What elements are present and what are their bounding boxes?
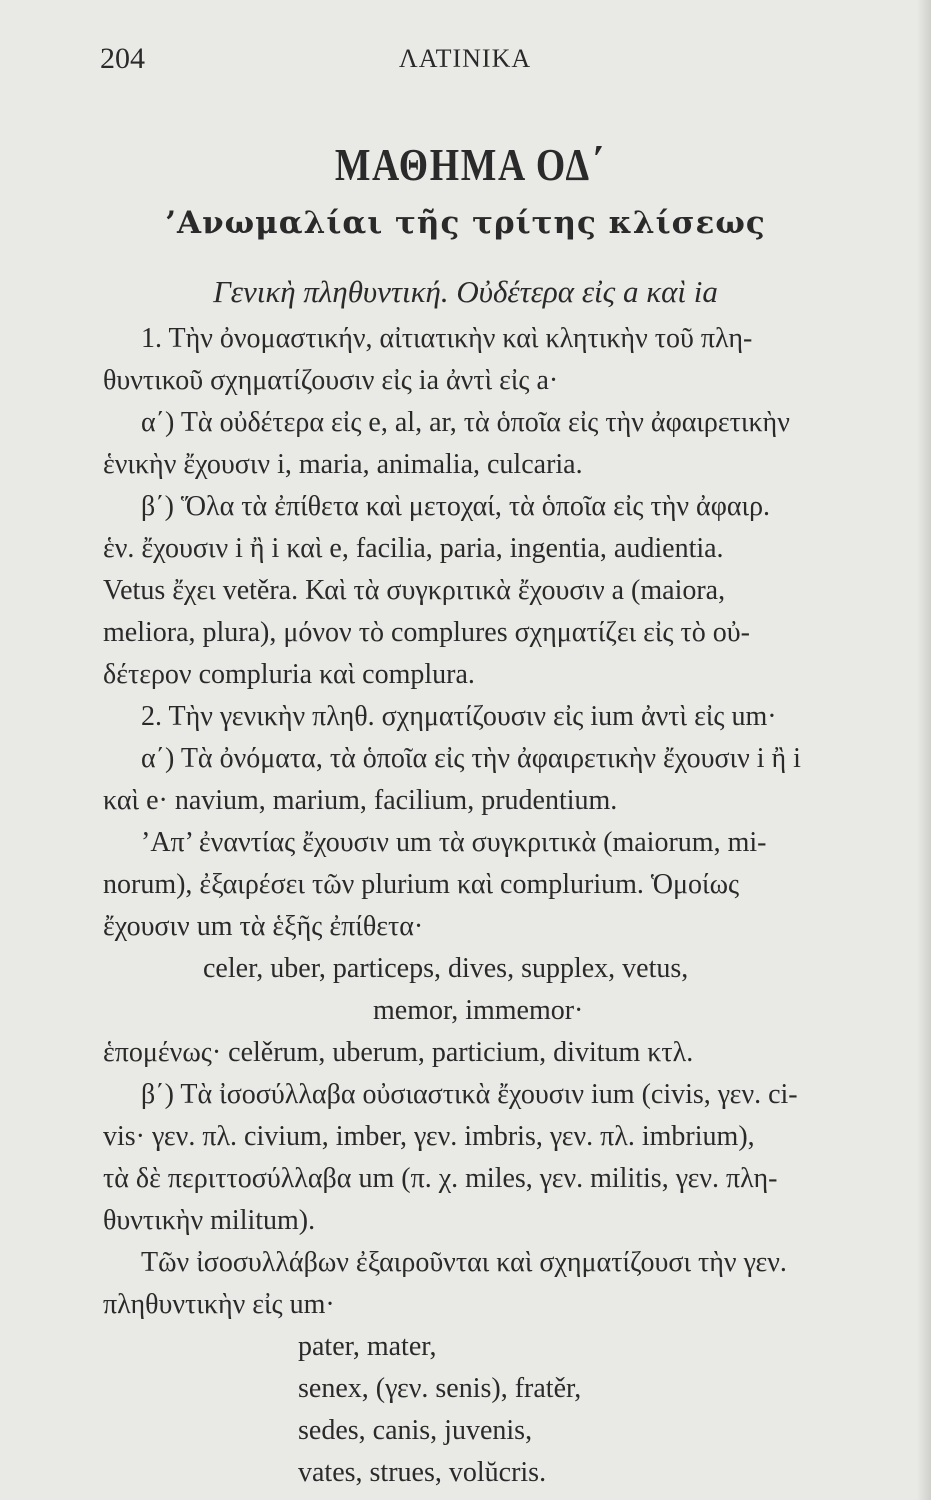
- text-line: sedes, canis, juvenis,: [298, 1415, 533, 1446]
- text-line: memor, immemor·: [373, 995, 584, 1026]
- page-number: 204: [100, 42, 145, 75]
- text-line: celer, uber, particeps, dives, supplex, vetus,: [203, 953, 689, 984]
- text-line: α΄) Τὰ οὐδέτερα εἰς e, al, ar, τὰ ὁποῖα εἰς τὴν ἀφαιρετικὴν: [141, 407, 790, 438]
- running-head: [100, 42, 830, 82]
- text-line: ἑν. ἔχουσιν i ἢ i καὶ e, facilia, paria, ingentia, audientia.: [103, 533, 724, 564]
- text-line: θυντικὴν militum).: [103, 1205, 316, 1236]
- text-line: ἑνικὴν ἔχουσιν i, maria, animalia, culcaria.: [103, 449, 583, 480]
- text-line: Vetus ἔχει vetěra. Καὶ τὰ συγκριτικὰ ἔχουσιν a (maiora,: [103, 575, 726, 606]
- text-line: καὶ e· navium, marium, facilium, prudentium.: [103, 785, 618, 816]
- text-line: β΄) Ὅλα τὰ ἐπίθετα καὶ μετοχαί, τὰ ὁποῖα εἰς τὴν ἀφαιρ.: [141, 491, 771, 522]
- text-line: β΄) Τὰ ἰσοσύλλαβα οὐσιαστικὰ ἔχουσιν ium (civis, γεν. ci-: [141, 1079, 798, 1110]
- text-line: δέτερον compluria καὶ complura.: [103, 659, 475, 690]
- text-line: vates, strues, volŭcris.: [298, 1457, 547, 1488]
- text-line: ’Απ’ ἐναντίας ἔχουσιν um τὰ συγκριτικὰ (maiorum, mi-: [141, 827, 767, 858]
- running-title: ΛΑΤΙΝΙΚΑ: [398, 44, 532, 73]
- lesson-subtitle: ’Ανωμαλίαι τῆς τρίτης κλίσεως: [165, 205, 766, 241]
- text-line: ἑπομένως· celěrum, uberum, particium, divitum κτλ.: [103, 1037, 694, 1068]
- text-line: 1. Τὴν ὀνομαστικήν, αἰτιατικὴν καὶ κλητικὴν τοῦ πλη-: [141, 323, 753, 354]
- text-line: senex, (γεν. senis), fratěr,: [298, 1373, 582, 1404]
- body-text: [103, 318, 893, 1494]
- text-line: vis· γεν. πλ. civium, imber, γεν. imbris, γεν. πλ. imbrium),: [103, 1121, 755, 1152]
- section-heading: Γενικὴ πληθυντική. Οὐδέτερα εἰς a καὶ ia: [213, 274, 718, 309]
- text-line: ἔχουσιν um τὰ ἑξῆς ἐπίθετα·: [103, 911, 424, 942]
- text-line: meliora, plura), μόνον τὸ complures σχηματίζει εἰς τὸ οὐ-: [103, 617, 750, 648]
- text-line: norum), ἐξαιρέσει τῶν plurium καὶ complurium. Ὁμοίως: [103, 869, 740, 900]
- text-line: τὰ δὲ περιττοσύλλαβα um (π. χ. miles, γεν. militis, γεν. πλη-: [103, 1163, 778, 1194]
- text-line: 2. Τὴν γενικὴν πληθ. σχηματίζουσιν εἰς ium ἀντὶ εἰς um·: [141, 701, 777, 732]
- text-line: θυντικοῦ σχηματίζουσιν εἰς ia ἀντὶ εἰς a·: [103, 365, 559, 396]
- text-line: πληθυντικὴν εἰς um·: [103, 1289, 335, 1320]
- text-line: Τῶν ἰσοσυλλάβων ἐξαιροῦνται καὶ σχηματίζουσι τὴν γεν.: [141, 1247, 787, 1278]
- text-line: pater, mater,: [298, 1331, 437, 1362]
- text-line: α΄) Τὰ ὀνόματα, τὰ ὁποῖα εἰς τὴν ἀφαιρετικὴν ἔχουσιν i ἢ i: [141, 743, 801, 774]
- lesson-title: ΜΑΘΗΜΑ ΟΔ΄: [334, 139, 606, 190]
